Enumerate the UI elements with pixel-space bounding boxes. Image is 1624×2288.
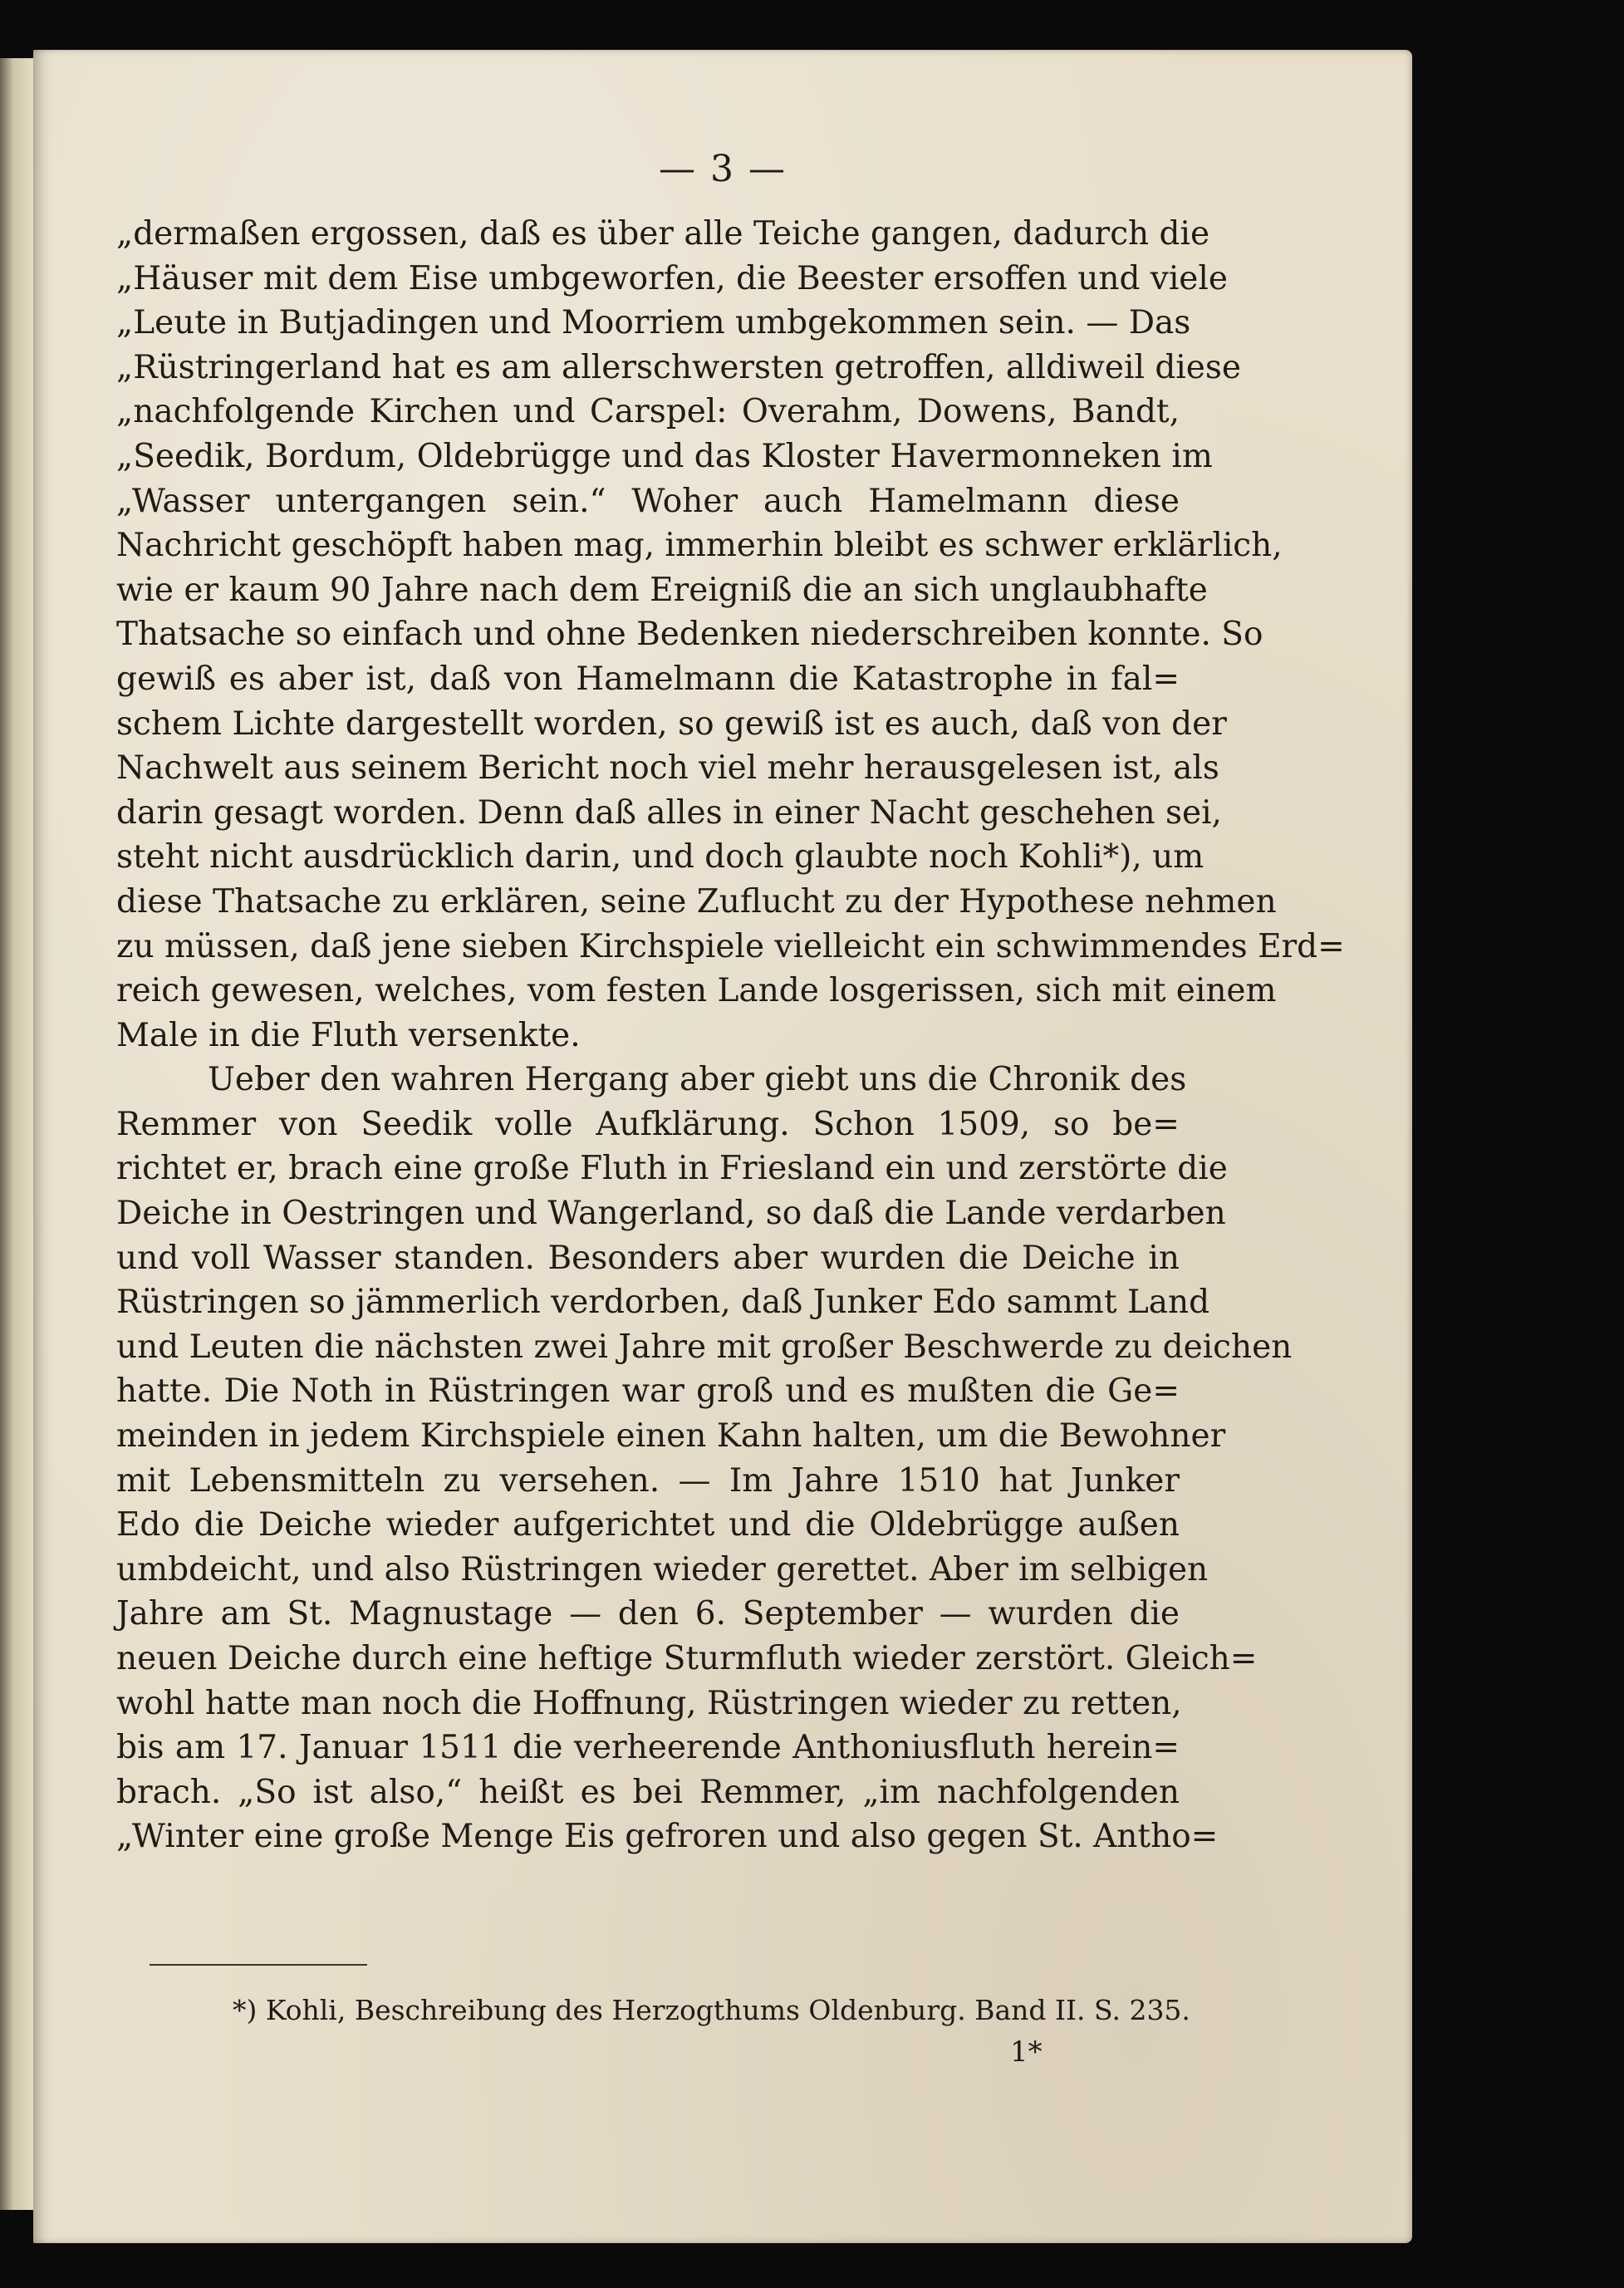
text-line: Remmer von Seedik volle Aufklärung. Schon 1509, so be= xyxy=(116,1105,1180,1143)
book-page xyxy=(33,50,1412,2243)
text-line: wohl hatte man noch die Hoffnung, Rüstringen wieder zu retten, xyxy=(116,1684,1182,1722)
text-line: „dermaßen ergossen, daß es über alle Teiche gangen, dadurch die xyxy=(116,215,1210,253)
text-line: wie er kaum 90 Jahre nach dem Ereigniß die an sich unglaubhafte xyxy=(116,571,1208,609)
text-line: Nachricht geschöpft haben mag, immerhin bleibt es schwer erklärlich, xyxy=(116,527,1283,565)
text-line: bis am 17. Januar 1511 die verheerende Anthoniusfluth herein= xyxy=(116,1729,1180,1767)
text-line: Deiche in Oestringen und Wangerland, so daß die Lande verdarben xyxy=(116,1195,1226,1233)
text-line: richtet er, brach eine große Fluth in Friesland ein und zerstörte die xyxy=(116,1150,1228,1188)
signature-mark: 1* xyxy=(1010,2035,1043,2069)
text-line: hatte. Die Noth in Rüstringen war groß und es mußten die Ge= xyxy=(116,1372,1180,1411)
footnote: *) Kohli, Beschreibung des Herzogthums Oldenburg. Band II. S. 235. xyxy=(233,1994,1190,2026)
text-line: Rüstringen so jämmerlich verdorben, daß Junker Edo sammt Land xyxy=(116,1284,1210,1322)
text-line: Nachwelt aus seinem Bericht noch viel mehr herausgelesen ist, als xyxy=(116,749,1219,788)
text-line: Ueber den wahren Hergang aber giebt uns die Chronik des xyxy=(208,1061,1187,1099)
text-line: neuen Deiche durch eine heftige Sturmfluth wieder zerstört. Gleich= xyxy=(116,1640,1258,1677)
text-line: schem Lichte dargestellt worden, so gewiß ist es auch, daß von der xyxy=(116,705,1227,743)
text-line: Male in die Fluth versenkte. xyxy=(116,1016,581,1054)
text-line: reich gewesen, welches, vom festen Lande losgerissen, sich mit einem xyxy=(116,972,1277,1010)
text-line: „Winter eine große Menge Eis gefroren und also gegen St. Antho= xyxy=(116,1818,1219,1856)
body-text xyxy=(116,212,1345,1859)
text-line: mit Lebensmitteln zu versehen. — Im Jahre 1510 hat Junker xyxy=(116,1461,1180,1500)
text-line: „Leute in Butjadingen und Moorriem umbgekommen sein. — Das xyxy=(116,304,1191,342)
text-line: steht nicht ausdrücklich darin, und doch glaubte noch Kohli*), um xyxy=(116,838,1205,876)
text-line: und voll Wasser standen. Besonders aber wurden die Deiche in xyxy=(116,1239,1180,1277)
text-line: diese Thatsache zu erklären, seine Zuflucht zu der Hypothese nehmen xyxy=(116,882,1277,921)
text-line: Jahre am St. Magnustage — den 6. September — wurden die xyxy=(116,1595,1180,1633)
previous-page-edge xyxy=(0,58,35,2210)
text-line: meinden in jedem Kirchspiele einen Kahn halten, um die Bewohner xyxy=(116,1417,1226,1456)
text-line: umbdeicht, und also Rüstringen wieder gerettet. Aber im selbigen xyxy=(116,1550,1209,1588)
text-line: darin gesagt worden. Denn daß alles in einer Nacht geschehen sei, xyxy=(116,793,1222,832)
text-line: und Leuten die nächsten zwei Jahre mit großer Beschwerde zu deichen xyxy=(116,1328,1293,1366)
text-line: Edo die Deiche wieder aufgerichtet und die Oldebrügge außen xyxy=(116,1506,1180,1544)
page-number-header: — 3 — xyxy=(659,148,787,190)
text-line: gewiß es aber ist, daß von Hamelmann die Katastrophe in fal= xyxy=(116,660,1180,698)
text-line: „nachfolgende Kirchen und Carspel: Overahm, Dowens, Bandt, xyxy=(116,393,1180,431)
text-line: „Wasser untergangen sein.“ Woher auch Hamelmann diese xyxy=(116,482,1180,520)
text-line: Thatsache so einfach und ohne Bedenken niederschreiben konnte. So xyxy=(116,616,1263,654)
text-line: zu müssen, daß jene sieben Kirchspiele vielleicht ein schwimmendes Erd= xyxy=(116,927,1345,965)
text-line: „Rüstringerland hat es am allerschwersten getroffen, alldiweil diese xyxy=(116,348,1241,386)
text-line: „Häuser mit dem Eise umbgeworfen, die Beester ersoffen und viele xyxy=(116,259,1228,297)
text-line: „Seedik, Bordum, Oldebrügge und das Kloster Havermonneken im xyxy=(116,437,1213,475)
text-line: brach. „So ist also,“ heißt es bei Remmer, „im nachfolgenden xyxy=(116,1773,1180,1811)
footnote-divider xyxy=(150,1964,367,1966)
